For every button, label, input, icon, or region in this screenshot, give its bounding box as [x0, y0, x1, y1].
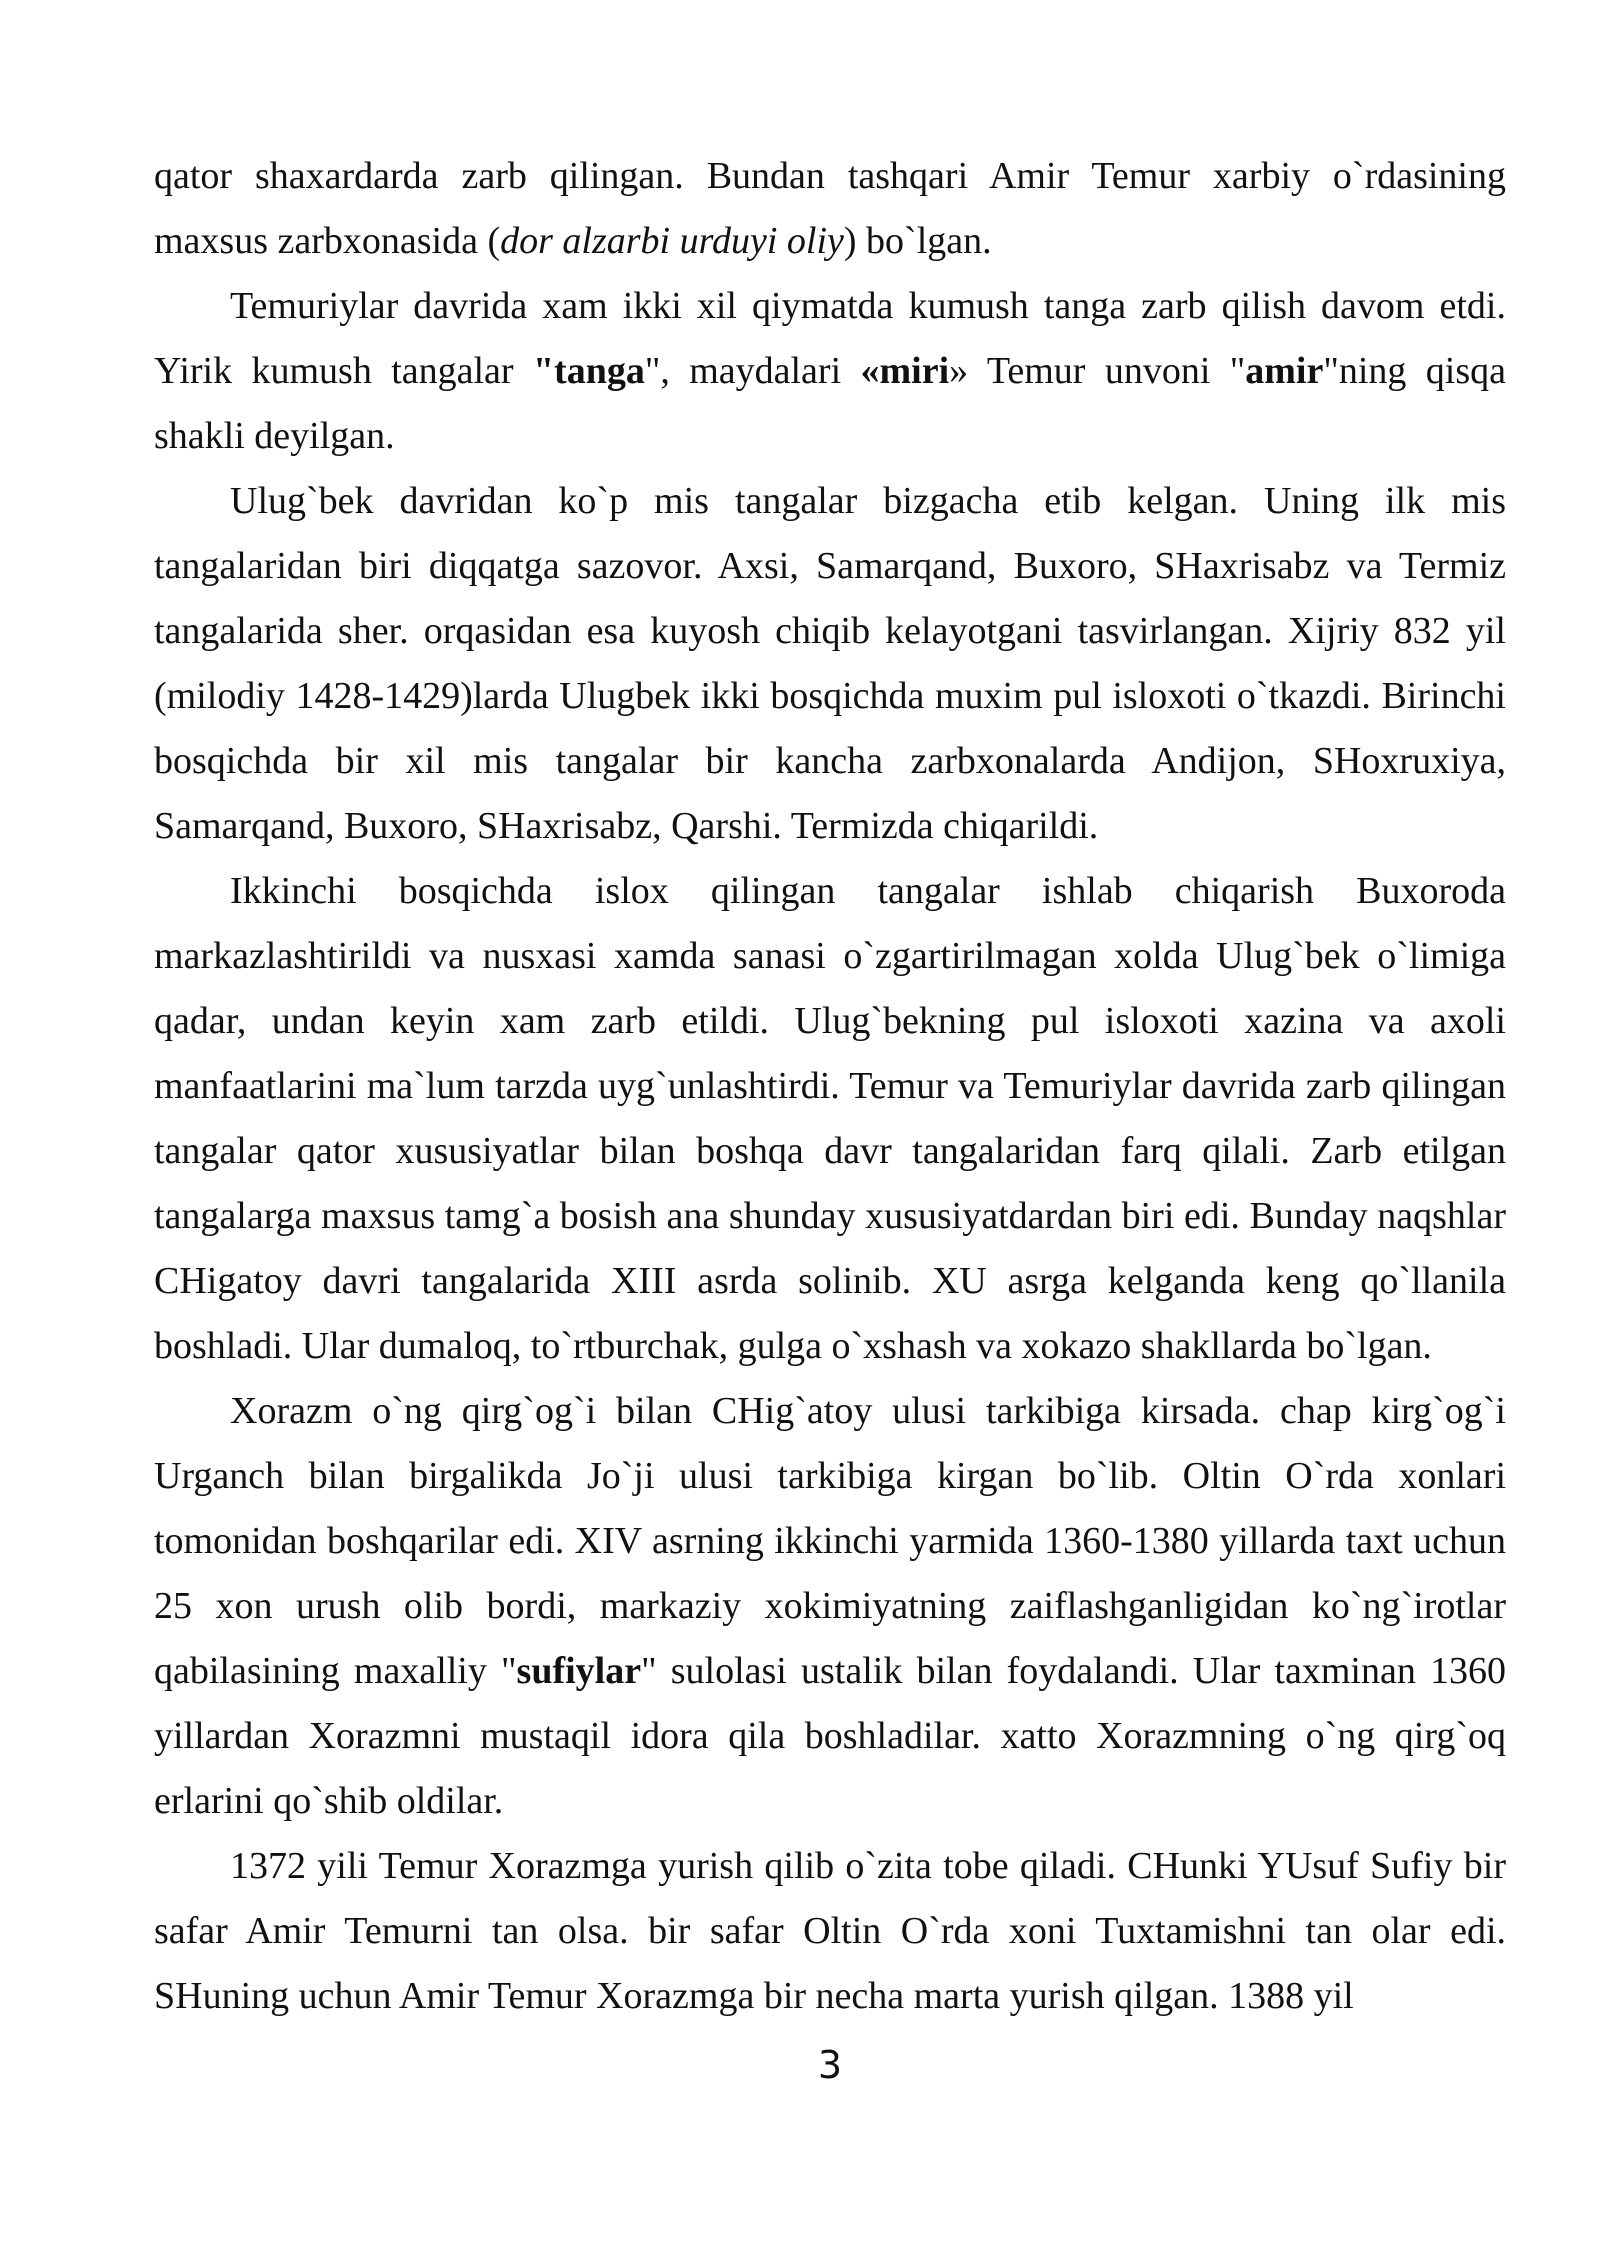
- text-run: 1372 yili Temur Xorazmga yurish qilib o`zita tobe qiladi. CHunki YUsuf Sufiy bir safar Amir Temurni tan olsa. bir safar Oltin O`rda xoni Tuxtamishni tan olar edi. SHuning uchun Amir Temur Xorazmga bir necha marta yurish qilgan. 1388 yil: [154, 1845, 1506, 2017]
- text-run: dor alzarbi urduyi oliy: [500, 220, 844, 262]
- text-run: Temuriylar davrida xam ikki xil qiymatda kumush tanga zarb qilish davom etdi. Yirik kumush tangalar: [154, 285, 1506, 392]
- text-run: Xorazm o`ng qirg`og`i bilan CHig`atoy ulusi tarkibiga kirsada. chap kirg`og`i Urganch bilan birgalikda Jo`ji ulusi tarkibiga kirgan bo`lib. Oltin O`rda xonlari tomonidan boshqarilar edi. XIV asrning ikkinchi yarmida 1360-1380 yillarda taxt uchun 25 xon urush olib bordi, markaziy xokimiyatning zaiflashganligidan ko`ng`irotlar qabilasining maxalliy ": [154, 1390, 1506, 1692]
- paragraph-p5: [154, 1379, 1506, 1834]
- paragraph-p1: [154, 144, 1506, 274]
- text-run: » Temur unvoni ": [949, 350, 1246, 392]
- text-run: amir: [1245, 350, 1324, 392]
- text-run: "tanga: [532, 350, 645, 392]
- text-run: "ning qisqa shakli deyilgan.: [154, 350, 1506, 457]
- paragraph-p4: [154, 859, 1506, 1379]
- paragraph-p2: [154, 274, 1506, 469]
- document-body: [154, 144, 1506, 2029]
- text-run: qator shaxardarda zarb qilingan. Bundan tashqari Amir Temur xarbiy o`rdasining maxsus zarbxonasida (: [154, 155, 1506, 262]
- text-run: sufiylar: [516, 1650, 642, 1692]
- text-run: Ikkinchi bosqichda islox qilingan tangalar ishlab chiqarish Buxoroda markazlashtirildi va nusxasi xamda sanasi o`zgartirilmagan xolda Ulug`bek o`limiga qadar, undan keyin xam zarb etildi. Ulug`bekning pul isloxoti xazina va axoli manfaatlarini ma`lum tarzda uyg`unlashtirdi. Temur va Temuriylar davrida zarb qilingan tangalar qator xususiyatlar bilan boshqa davr tangalaridan farq qilali. Zarb etilgan tangalarga maxsus tamg`a bosish ana shunday xususiyatdardan biri edi. Bunday naqshlar CHigatoy davri tangalarida XIII asrda solinib. XU asrga kelganda keng qo`llanila boshladi. Ular dumaloq, to`rtburchak, gulga o`xshash va xokazo shakllarda bo`lgan.: [154, 870, 1506, 1367]
- text-run: Ulug`bek davridan ko`p mis tangalar bizgacha etib kelgan. Uning ilk mis tangalaridan biri diqqatga sazovor. Axsi, Samarqand, Buxoro, SHaxrisabz va Termiz tangalarida sher. orqasidan esa kuyosh chiqib kelayotgani tasvirlangan. Xijriy 832 yil (milodiy 1428-1429)larda Ulugbek ikki bosqichda muxim pul isloxoti o`tkazdi. Birinchi bosqichda bir xil mis tangalar bir kancha zarbxonalarda Andijon, SHoxruxiya, Samarqand, Buxoro, SHaxrisabz, Qarshi. Termizda chiqarildi.: [154, 480, 1506, 847]
- text-run: ) bo`lgan.: [843, 220, 992, 262]
- paragraph-p6: [154, 1834, 1506, 2029]
- page-number: 3: [817, 2043, 843, 2087]
- text-run: «miri: [860, 350, 950, 392]
- text-run: ", maydalari: [644, 350, 861, 392]
- text-run: " sulolasi ustalik bilan foydalandi. Ular taxminan 1360 yillardan Xorazmni mustaqil idora qila boshladilar. xatto Xorazmning o`ng qirg`oq erlarini qo`shib oldilar.: [154, 1650, 1506, 1822]
- paragraph-p3: [154, 469, 1506, 859]
